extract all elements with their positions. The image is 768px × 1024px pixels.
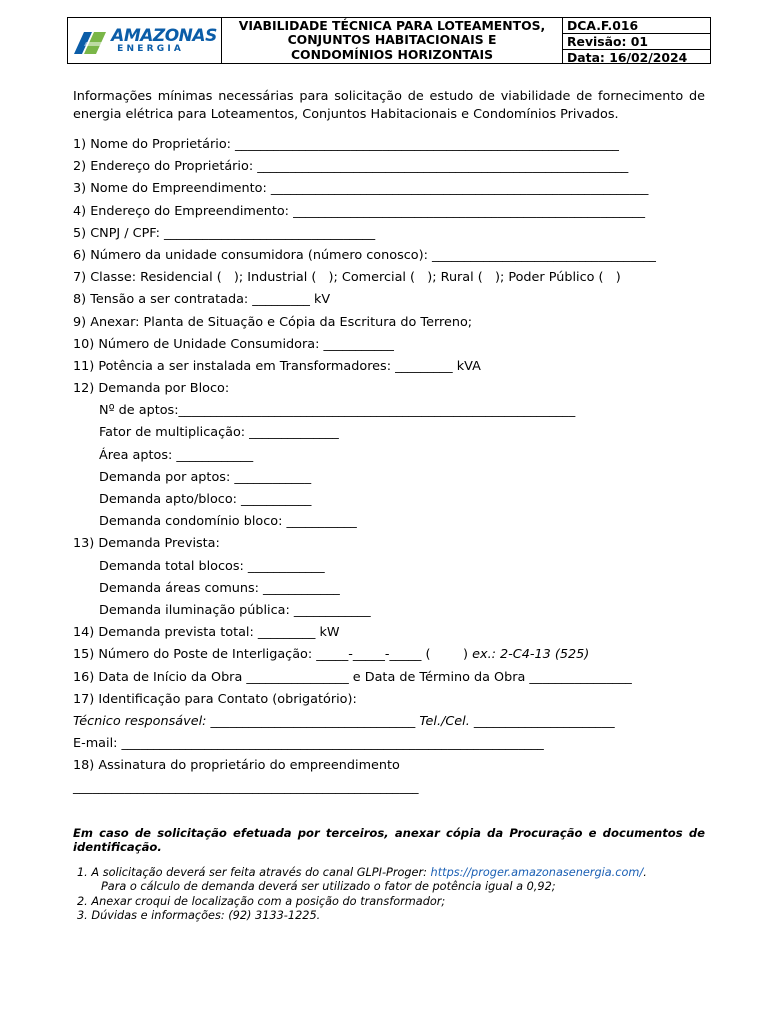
notes-list bbox=[77, 866, 709, 923]
field-total-blocks-demand[interactable]: Demanda total blocos: ____________ bbox=[99, 558, 325, 574]
field-total-expected-demand[interactable]: 14) Demanda prevista total: _________ kW bbox=[73, 625, 340, 641]
field-owner-name[interactable]: 1) Nome do Proprietário: ____________________________________________________________ bbox=[73, 137, 619, 152]
field-interconnection-pole[interactable] bbox=[73, 644, 705, 666]
logo-mark-icon bbox=[72, 26, 108, 56]
field-demand-apt-block[interactable]: Demanda apto/bloco: ___________ bbox=[99, 492, 312, 507]
signature-line[interactable]: ______________________________________________________ bbox=[73, 780, 419, 796]
technician-label: Técnico responsável: ________________________________ bbox=[73, 713, 416, 729]
note-item-3: 3. Dúvidas e informações: (92) 3133-1225. bbox=[77, 908, 321, 922]
section-expected-demand: 13) Demanda Prevista: bbox=[73, 536, 220, 552]
field-public-lighting-demand[interactable]: Demanda iluminação pública: ____________ bbox=[99, 602, 371, 618]
field-voltage[interactable]: 8) Tensão a ser contratada: _________ kV bbox=[73, 292, 331, 308]
field-project-dates[interactable]: 16) Data de Início da Obra ________________ e Data de Término da Obra ________________ bbox=[73, 669, 632, 685]
field-attachments: 9) Anexar: Planta de Situação e Cópia da Escritura do Terreno; bbox=[73, 314, 473, 330]
logo-brand-subtext: ENERGIA bbox=[117, 43, 185, 54]
pole-label: 15) Número do Poste de Interligação: _____-_____-_____ ( ) bbox=[73, 647, 469, 663]
title-line-1: VIABILIDADE TÉCNICA PARA LOTEAMENTOS, bbox=[238, 17, 546, 33]
field-project-name[interactable]: 3) Nome do Empreendimento: ___________________________________________________________ bbox=[73, 181, 649, 197]
note-item-2: 2. Anexar croqui de localização com a posição do transformador; bbox=[77, 894, 446, 908]
logo-brand-text: AMAZONAS bbox=[111, 25, 217, 46]
field-demand-per-apartment[interactable]: Demanda por aptos: ____________ bbox=[99, 469, 312, 485]
field-project-address[interactable]: 4) Endereço do Empreendimento: _______________________________________________________ bbox=[73, 203, 645, 219]
field-cnpj-cpf[interactable]: 5) CNPJ / CPF: _________________________________ bbox=[73, 225, 376, 241]
form-body bbox=[73, 88, 705, 800]
field-consumer-unit-number[interactable]: 6) Número da unidade consumidora (número conosco): ___________________________________ bbox=[73, 247, 656, 263]
document-date: Data: 16/02/2024 bbox=[563, 49, 710, 65]
section-owner-signature: 18) Assinatura do proprietário do empreendimento bbox=[73, 758, 400, 774]
field-number-consumer-units[interactable]: 10) Número de Unidade Consumidora: ___________ bbox=[73, 336, 394, 352]
intro-paragraph: Informações mínimas necessárias para solicitação de estudo de viabilidade de fornecimento de energia elétrica para Loteamentos, Conjuntos Habitacionais e Condomínios Privados. bbox=[73, 89, 705, 122]
proger-link[interactable]: https://proger.amazonasenergia.com/ bbox=[430, 866, 644, 879]
field-number-apartments[interactable]: Nº de aptos:______________________________________________________________ bbox=[99, 403, 576, 419]
company-logo bbox=[68, 18, 222, 63]
document-revision: Revisão: 01 bbox=[563, 33, 710, 49]
title-line-2: CONJUNTOS HABITACIONAIS E bbox=[287, 32, 497, 48]
pole-example: ex.: 2-C4-13 (525) bbox=[468, 647, 590, 663]
field-technician[interactable] bbox=[73, 711, 705, 733]
field-common-areas-demand[interactable]: Demanda áreas comuns: ____________ bbox=[99, 580, 340, 596]
document-code: DCA.F.016 bbox=[567, 18, 639, 33]
field-owner-address[interactable]: 2) Endereço do Proprietário: __________________________________________________________ bbox=[73, 159, 629, 175]
field-email[interactable]: E-mail: __________________________________________________________________ bbox=[73, 736, 544, 752]
field-demand-condo-block[interactable]: Demanda condomínio bloco: ___________ bbox=[99, 514, 357, 530]
field-multiplication-factor[interactable]: Fator de multiplicação: ______________ bbox=[99, 425, 339, 441]
field-transformer-power[interactable]: 11) Potência a ser instalada em Transformadores: _________ kVA bbox=[73, 358, 481, 374]
phone-label: Tel./Cel. ______________________ bbox=[415, 713, 615, 729]
field-apartment-area[interactable]: Área aptos: ____________ bbox=[99, 447, 254, 463]
document-title bbox=[222, 18, 563, 63]
document-meta bbox=[563, 18, 710, 63]
title-line-3: CONDOMÍNIOS HORIZONTAIS bbox=[290, 46, 494, 62]
section-contact-identification: 17) Identificação para Contato (obrigatório): bbox=[73, 691, 357, 707]
note-item-1 bbox=[77, 866, 709, 880]
document-header bbox=[67, 17, 711, 64]
section-demand-per-block: 12) Demanda por Bloco: bbox=[73, 381, 230, 397]
note-1-text: 1. A solicitação deverá ser feita através do canal GLPI-Proger: bbox=[77, 866, 431, 879]
field-class[interactable]: 7) Classe: Residencial ( ); Industrial ( ); Comercial ( ); Rural ( ); Poder Público ( ) bbox=[73, 270, 621, 286]
third-party-note: Em caso de solicitação efetuada por terceiros, anexar cópia da Procuração e documentos de identificação. bbox=[73, 826, 705, 854]
note-item-1-continued: Para o cálculo de demanda deverá ser utilizado o fator de potência igual a 0,92; bbox=[101, 880, 556, 894]
note-1-end: . bbox=[643, 866, 647, 879]
